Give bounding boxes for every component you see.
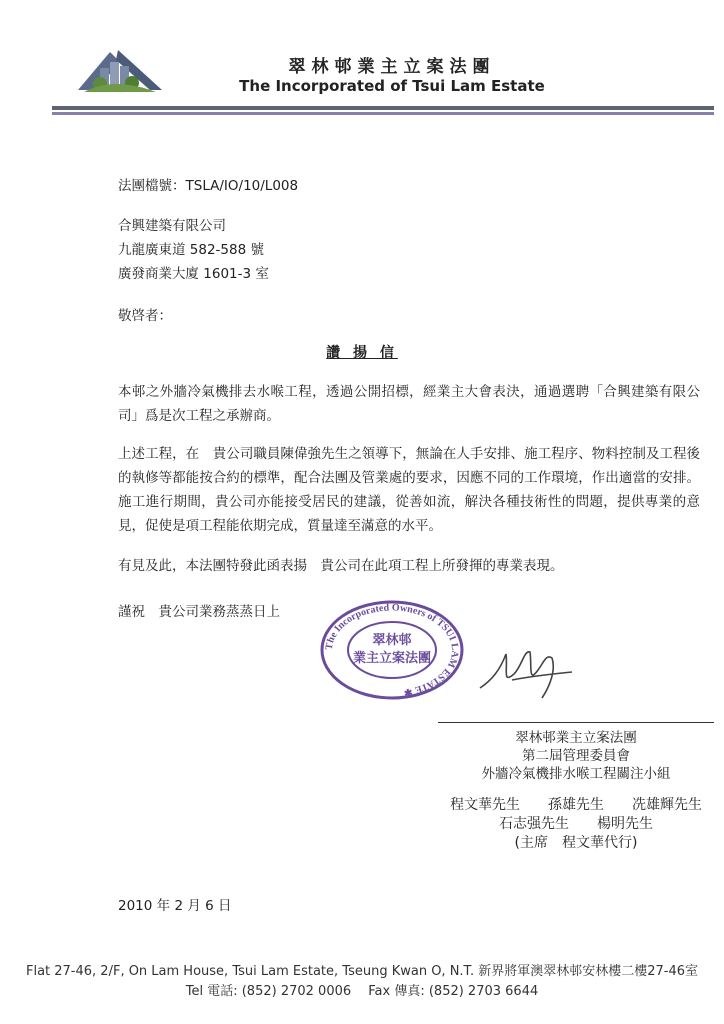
signer-organization: 翠林邨業主立案法團 bbox=[515, 730, 637, 746]
letter-date: 2010 年 2 月 6 日 bbox=[118, 898, 232, 914]
header-rule-accent bbox=[52, 112, 714, 115]
footer-contact: Tel 電話: (852) 2702 0006 Fax 傳真: (852) 2703 6644 bbox=[185, 984, 539, 999]
header-rule bbox=[52, 106, 714, 110]
organization-seal bbox=[318, 598, 466, 702]
footer-address: Flat 27-46, 2/F, On Lam House, Tsui Lam Estate, Tseung Kwan O, N.T. 新界將軍澳翠林邨安林樓二樓27-46室 bbox=[25, 964, 698, 979]
handwritten-signature bbox=[472, 640, 582, 704]
recipient-address-2: 廣發商業大廈 1601-3 室 bbox=[118, 266, 269, 282]
recipient-address-1: 九龍廣東道 582-588 號 bbox=[118, 242, 264, 258]
salutation: 敬啓者： bbox=[118, 308, 172, 324]
signer-names-row-2: 石志强先生 楊明先生 bbox=[499, 816, 653, 832]
body-paragraph-2: 上述工程，在 貴公司職員陳偉強先生之領導下，無論在人手安排、施工程序、物料控制及工程後的執修等都能按合約的標準，配合法團及管業處的要求，因應不同的工作環境，作出適當的安排。施工進行期間，貴公司亦能接受居民的建議，從善如流，解決各種技術性的問題，提供專業的意見，促使是項工程能依期完成，質量達至滿意的水平。 bbox=[118, 446, 700, 534]
signer-names-row-1: 程文華先生 孫雄先生 冼雄輝先生 bbox=[450, 797, 702, 813]
org-name-en: The Incorporated of Tsui Lam Estate bbox=[239, 77, 545, 95]
org-name-zh: 翠林邨業主立案法團 bbox=[288, 57, 496, 77]
recipient-company: 合興建築有限公司 bbox=[118, 218, 226, 234]
signer-committee: 第二屆管理委員會 bbox=[522, 748, 630, 764]
svg-text:翠林邨: 翠林邨 bbox=[372, 633, 412, 648]
svg-text:業主立案法團: 業主立案法團 bbox=[352, 651, 432, 666]
reference-number: 法團檔號：TSLA/IO/10/L008 bbox=[118, 178, 299, 194]
signer-chair-note: (主席 程文華代行) bbox=[514, 835, 638, 851]
letter-subject: 讚 揚 信 bbox=[326, 345, 398, 361]
signature-line bbox=[438, 722, 714, 723]
closing: 謹祝 貴公司業務蒸蒸日上 bbox=[118, 604, 280, 620]
signer-group: 外牆冷氣機排水喉工程關注小組 bbox=[481, 766, 671, 782]
svg-text:The Incorporated Owners of TSU: The Incorporated Owners of TSUI LAM ESTATE ✱ bbox=[323, 602, 461, 698]
body-paragraph-1: 本邨之外牆冷氣機排去水喉工程，透過公開招標，經業主大會表決，通過選聘「合興建築有限公司」爲是次工程之承辦商。 bbox=[118, 384, 700, 424]
body-paragraph-3: 有見及此，本法團特發此函表揚 貴公司在此項工程上所發揮的專業表現。 bbox=[118, 558, 564, 574]
